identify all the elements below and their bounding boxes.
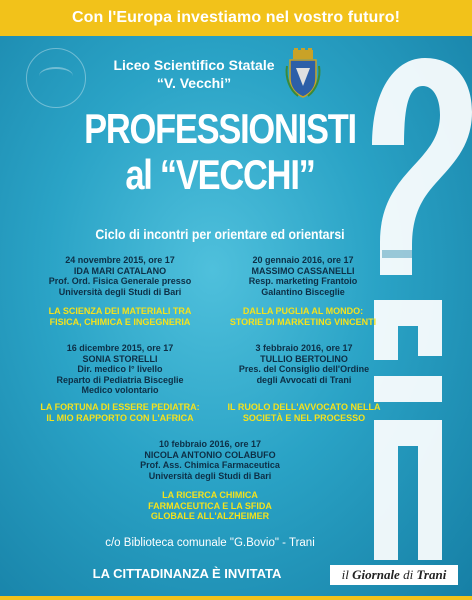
event-speaker: SONIA STORELLI <box>82 353 158 364</box>
title-line2: al “VECCHI” <box>125 151 315 198</box>
event-role: Prof. Ord. Fisica Generale presso <box>48 276 192 286</box>
event-role: Resp. marketing Frantoio <box>248 276 358 286</box>
event-date: 3 febbraio 2016, ore 17 <box>255 343 353 353</box>
topic-line: IL MIO RAPPORTO CON L'AFRICA <box>46 412 194 423</box>
event-role: degli Avvocati di Trani <box>256 374 352 385</box>
topic-line: SOCIETÀ E NEL PROCESSO <box>242 412 366 423</box>
logo-part: di <box>403 567 414 582</box>
logo-part: Trani <box>416 567 447 582</box>
bottom-line <box>0 596 472 600</box>
event-speaker: NICOLA ANTONIO COLABUFO <box>144 449 276 460</box>
topic-line: IL RUOLO DELL'AVVOCATO NELLA <box>227 402 381 412</box>
event-topic <box>30 306 210 327</box>
event-speaker: IDA MARI CATALANO <box>73 265 167 276</box>
event-role: Università degli Studi di Bari <box>148 470 272 481</box>
event-role: Reparto di Pediatria Bisceglie <box>56 374 184 385</box>
topic-line: FISICA, CHIMICA E INGEGNERIA <box>49 316 191 327</box>
event-role: Pres. del Consiglio dell'Ordine <box>238 364 370 374</box>
invitation: LA CITTADINANZA È INVITATA <box>92 566 282 581</box>
event-card <box>214 343 394 385</box>
topic-line: LA FORTUNA DI ESSERE PEDIATRA: <box>40 402 200 412</box>
event-card <box>30 343 210 396</box>
top-banner <box>0 0 472 36</box>
event-topic <box>110 490 310 522</box>
school-name: Liceo Scientifico Statale <box>113 57 275 73</box>
topic-line: LA RICERCA CHIMICA <box>162 490 258 500</box>
school-subname: “V. Vecchi” <box>156 75 232 91</box>
venue: c/o Biblioteca comunale "G.Bovio" - Trani <box>105 537 315 549</box>
logo-part: Giornale <box>352 567 400 582</box>
topic-line: FARMACEUTICA E LA SFIDA <box>148 500 272 511</box>
event-card <box>110 439 310 481</box>
topic-line: STORIE DI MARKETING VINCENTI <box>229 316 377 327</box>
event-date: 24 novembre 2015, ore 17 <box>65 255 175 265</box>
topic-line: DALLA PUGLIA AL MONDO: <box>242 306 364 316</box>
event-topic <box>30 402 210 423</box>
event-role: Dir. medico I° livello <box>77 364 163 374</box>
event-role: Medico volontario <box>81 385 159 395</box>
event-topic <box>214 402 394 423</box>
school-logo-icon <box>26 48 86 108</box>
event-role: Università degli Studi di Bari <box>58 286 182 297</box>
topic-line: GLOBALE ALL'ALZHEIMER <box>150 511 270 521</box>
event-card <box>30 255 210 297</box>
event-topic <box>218 306 388 327</box>
subtitle: Ciclo di incontri per orientare ed orientarsi <box>95 226 345 242</box>
event-speaker: MASSIMO CASSANELLI <box>251 265 355 276</box>
event-date: 10 febbraio 2016, ore 17 <box>158 439 262 449</box>
title-line1: PROFESSIONISTI <box>84 105 356 152</box>
main-title <box>40 106 401 198</box>
topic-line: LA SCIENZA DEI MATERIALI TRA <box>48 306 192 316</box>
event-speaker: TULLIO BERTOLINO <box>260 353 348 364</box>
school-heading <box>94 56 294 92</box>
logo-part: il <box>341 567 349 582</box>
newspaper-logo <box>330 565 458 585</box>
event-date: 20 gennaio 2016, ore 17 <box>252 255 354 265</box>
city-crest-icon <box>284 48 322 100</box>
event-role: Galantino Bisceglie <box>261 286 345 297</box>
banner-text: Con l'Europa investiamo nel vostro futuro! <box>71 9 401 26</box>
event-card <box>218 255 388 297</box>
event-date: 16 dicembre 2015, ore 17 <box>66 343 174 353</box>
event-role: Prof. Ass. Chimica Farmaceutica <box>140 460 280 470</box>
